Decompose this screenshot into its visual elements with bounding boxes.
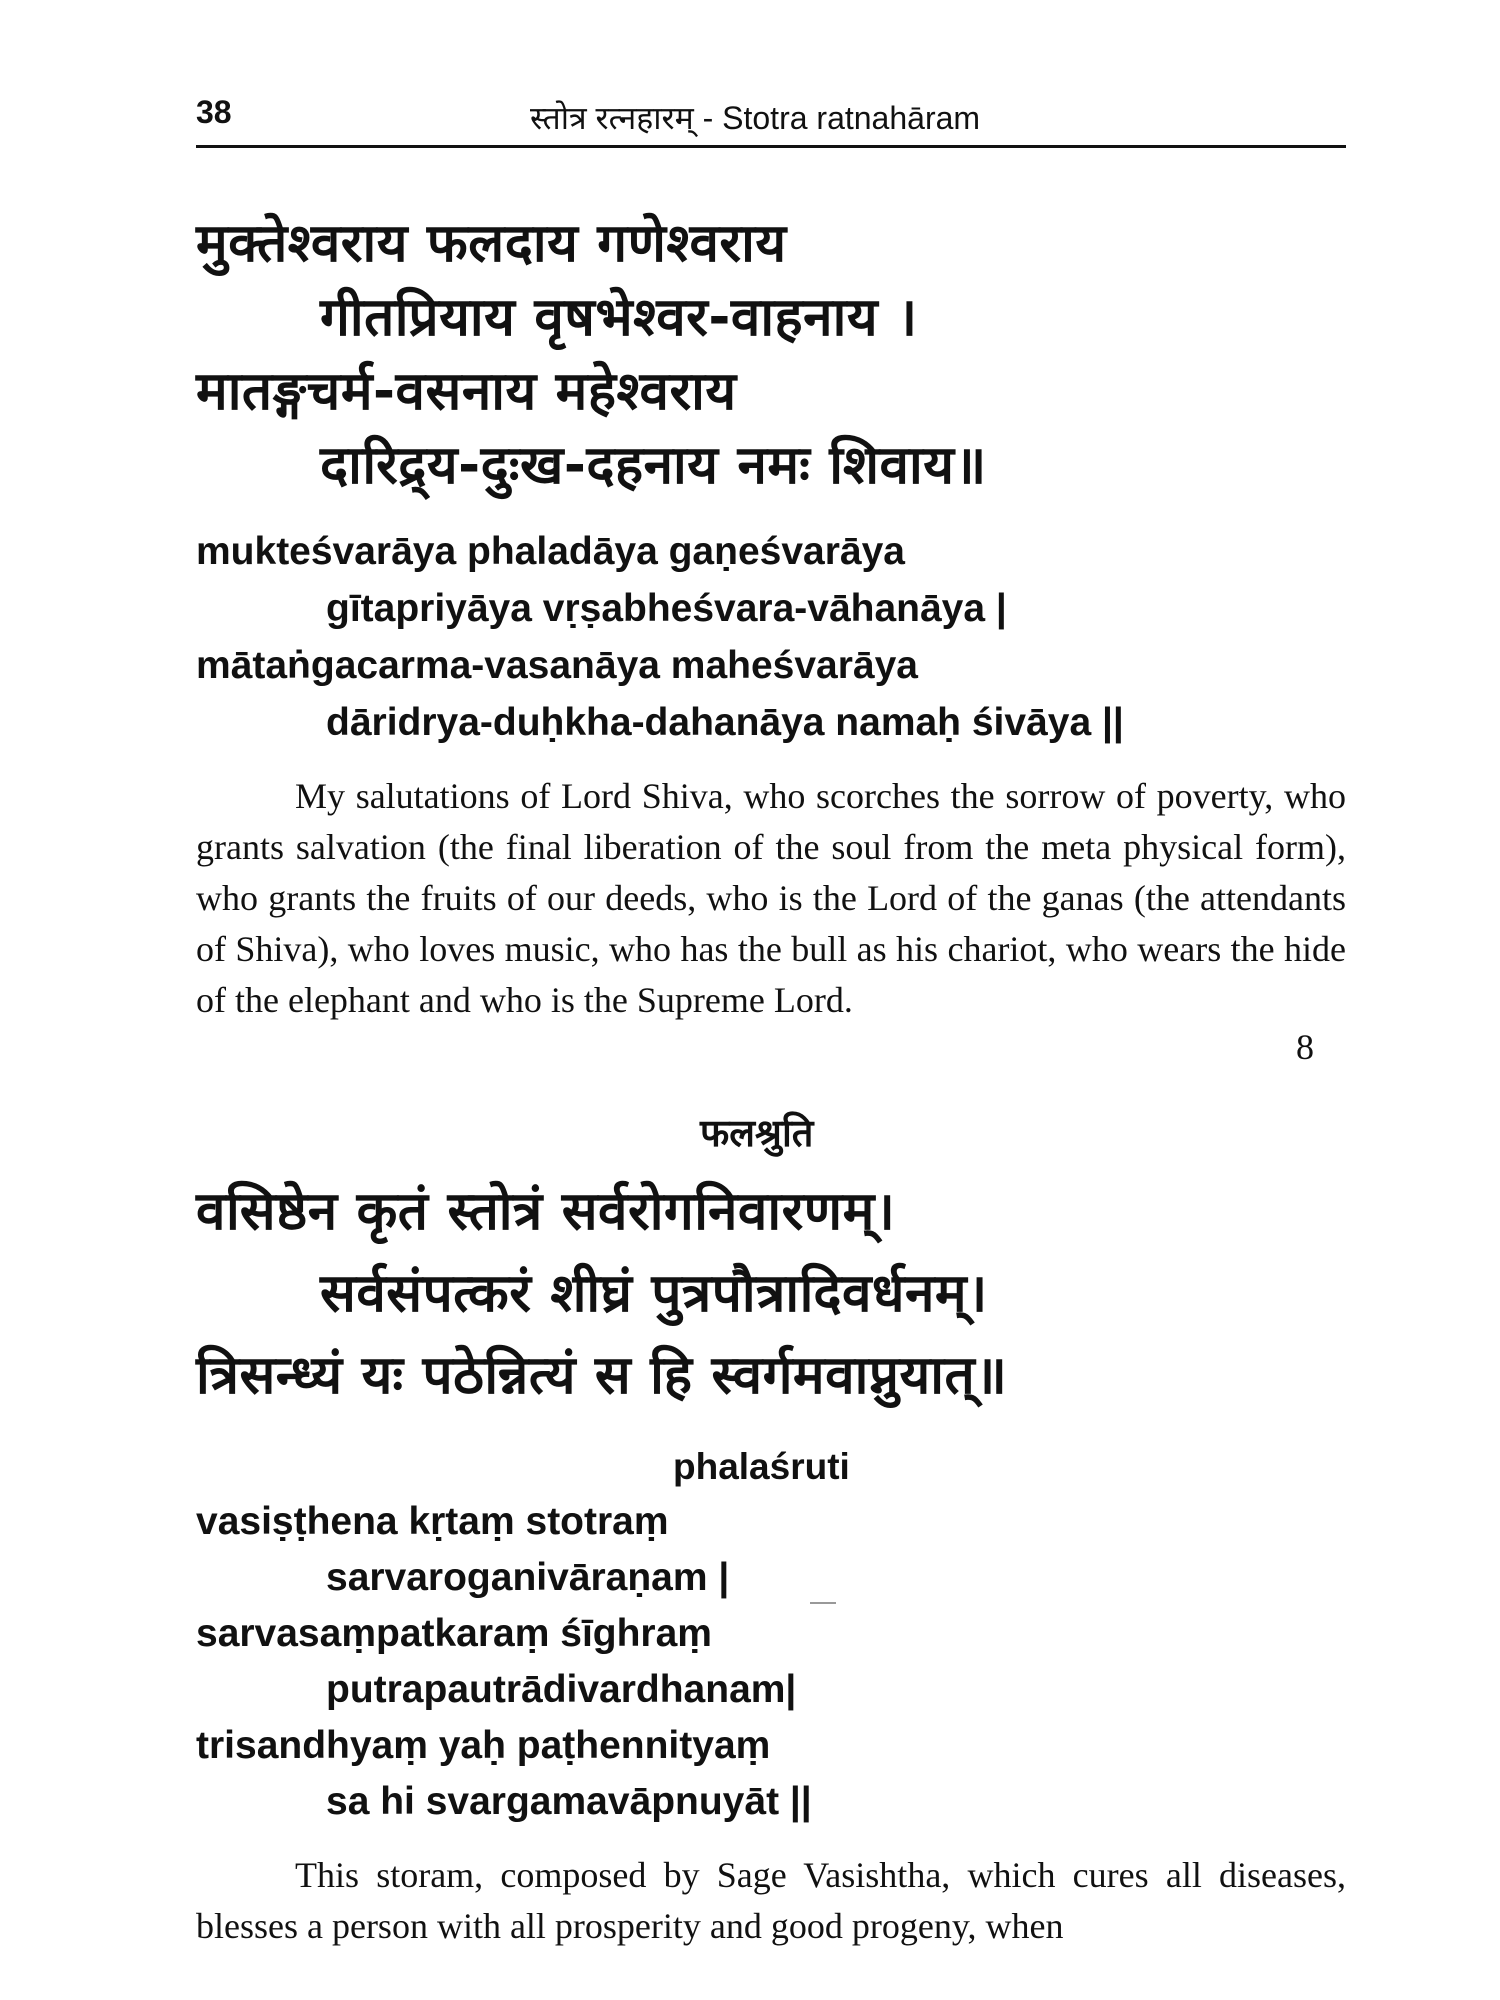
phalasruti-transliteration-line-2: sarvaroganivāraṇam | — [326, 1556, 730, 1599]
verse-8-devanagari-line-1: मुक्तेश्वराय फलदाय गणेश्वराय — [196, 213, 787, 274]
verse-8-devanagari-line-4: दारिद्र्य-दुःख-दहनाय नमः शिवाय॥ — [320, 435, 987, 496]
verse-8-transliteration-line-4: dāridrya-duḥkha-dahanāya namaḥ śivāya || — [326, 701, 1124, 744]
phalasruti-heading-devanagari: फलश्रुति — [700, 1111, 814, 1155]
phalasruti-transliteration-line-5: trisandhyaṃ yaḥ paṭhennityaṃ — [196, 1724, 771, 1767]
print-speck — [810, 1602, 836, 1604]
verse-8-transliteration-line-1: mukteśvarāya phaladāya gaṇeśvarāya — [196, 530, 905, 573]
verse-8-translation-text: My salutations of Lord Shiva, who scorches the sorrow of poverty, who grants salvation (the final liberation of the soul from the meta physical form), who grants the fruits of our deeds, who is the Lord of the ganas (the attendants of Shiva), who loves music, who has the bull as his chariot, who wears the hide of the elephant and who is the Supreme Lord. — [196, 776, 1346, 1020]
verse-8-translation — [196, 771, 1346, 1026]
phalasruti-transliteration-line-3: sarvasaṃpatkaraṃ śīghraṃ — [196, 1612, 712, 1655]
phalasruti-heading-roman: phalaśruti — [673, 1446, 850, 1487]
page-header — [196, 90, 1346, 150]
running-title: स्तोत्र रत्नहारम् - Stotra ratnahāram — [530, 100, 981, 136]
phalasruti-translation-text: This storam, composed by Sage Vasishtha, which cures all diseases, blesses a person with all prosperity and good progeny, when — [196, 1855, 1346, 1946]
phalasruti-devanagari-line-3: त्रिसन्ध्यं यः पठेन्नित्यं स हि स्वर्गमवाप्नुयात्॥ — [196, 1345, 1008, 1406]
phalasruti-devanagari-line-2: सर्वसंपत्करं शीघ्रं पुत्रपौत्रादिवर्धनम्। — [320, 1263, 988, 1324]
phalasruti-transliteration-line-1: vasiṣṭhena kṛtaṃ stotraṃ — [196, 1500, 669, 1543]
phalasruti-transliteration-line-4: putrapautrādivardhanam| — [326, 1668, 797, 1711]
page-number: 38 — [196, 94, 232, 130]
verse-number: 8 — [1296, 1027, 1314, 1067]
verse-8-transliteration-line-2: gītapriyāya vṛṣabheśvara-vāhanāya | — [326, 587, 1007, 630]
phalasruti-transliteration-line-6: sa hi svargamavāpnuyāt || — [326, 1780, 812, 1823]
phalasruti-translation — [196, 1850, 1346, 1952]
verse-8-transliteration-line-3: mātaṅgacarma-vasanāya maheśvarāya — [196, 644, 918, 687]
header-rule — [196, 145, 1346, 148]
verse-8-devanagari-line-2: गीतप्रियाय वृषभेश्वर-वाहनाय । — [320, 287, 918, 348]
verse-8-devanagari-line-3: मातङ्गचर्म-वसनाय महेश्वराय — [196, 361, 737, 422]
phalasruti-devanagari-line-1: वसिष्ठेन कृतं स्तोत्रं सर्वरोगनिवारणम्। — [196, 1181, 896, 1242]
